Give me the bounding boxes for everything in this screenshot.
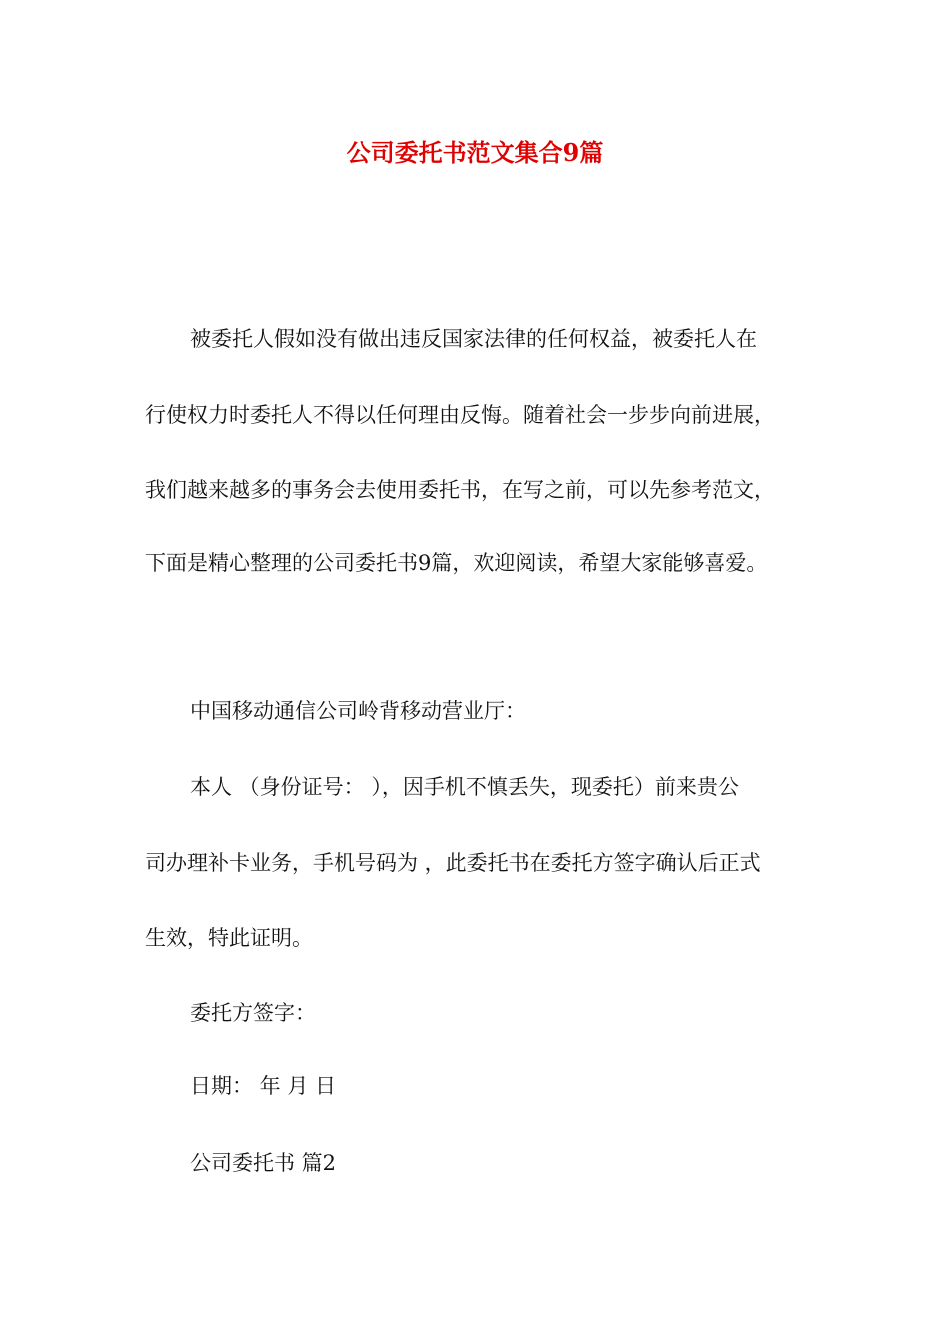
- letter-body-line-3: 生效，特此证明。: [145, 926, 313, 950]
- intro-line-2: 行使权力时委托人不得以任何理由反悔。随着社会一步步向前进展，: [145, 403, 775, 427]
- intro-line-1: 被委托人假如没有做出违反国家法律的任何权益，被委托人在: [190, 327, 757, 351]
- section-heading: 公司委托书 篇2: [190, 1151, 337, 1175]
- date-label: 日期： 年 月 日: [190, 1074, 337, 1098]
- letter-body-line-1: 本人 （身份证号： ），因手机不慎丢失，现委托）前来贵公: [190, 775, 739, 799]
- document-title: 公司委托书范文集合9篇: [346, 138, 604, 167]
- intro-line-3: 我们越来越多的事务会去使用委托书，在写之前，可以先参考范文，: [145, 478, 775, 502]
- signature-label: 委托方签字：: [190, 1001, 316, 1025]
- letter-addressee: 中国移动通信公司岭背移动营业厅：: [190, 699, 526, 723]
- letter-body-line-2: 司办理补卡业务，手机号码为 ，此委托书在委托方签字确认后正式: [145, 851, 761, 875]
- intro-line-4: 下面是精心整理的公司委托书9篇，欢迎阅读，希望大家能够喜爱。: [145, 551, 768, 575]
